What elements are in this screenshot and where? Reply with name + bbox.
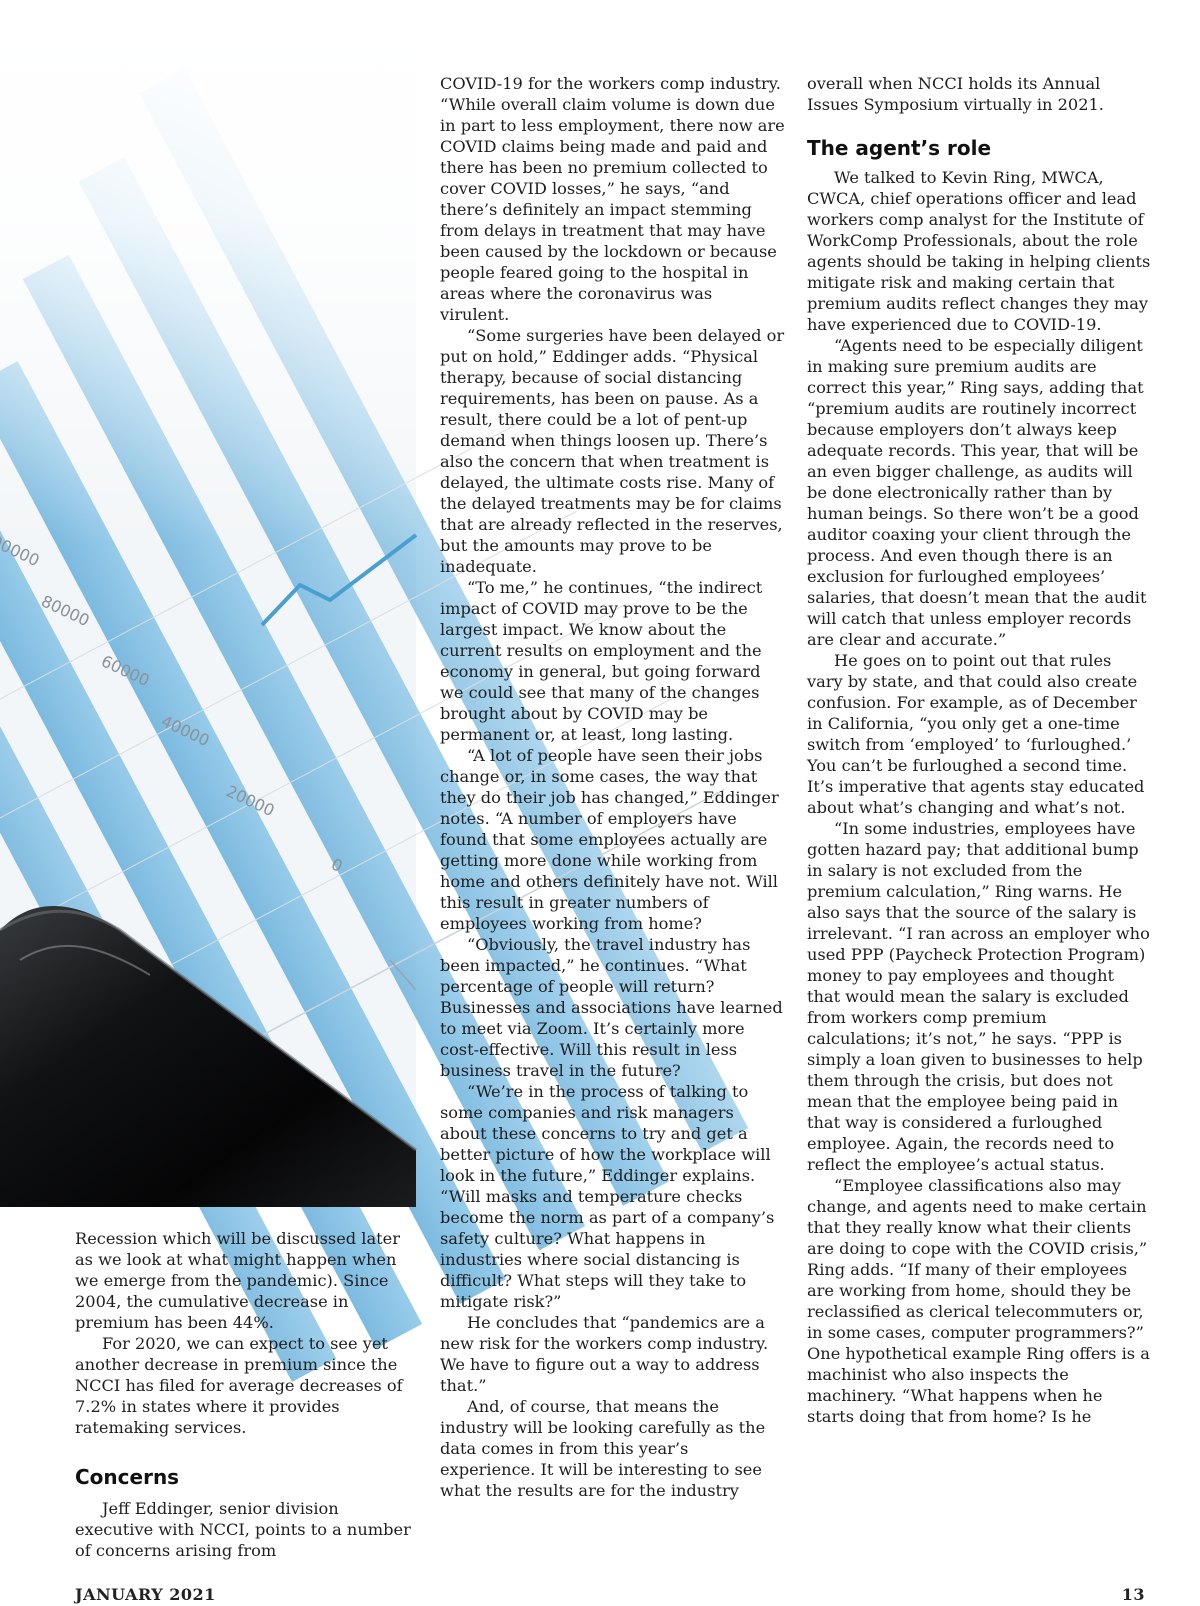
paragraph: “In some industries, employees have gotten hazard pay; that additional bump in salary is not excluded from the premium calculation,” Ring warns. He also says that the source of the salary is irrelevant. “I ran across an employer who used PPP (Paycheck Protection Program) money to pay employees and thought that would mean the salary is excluded from workers comp premium calculations; it’s not,” he says. “PPP is simply a loan given to businesses to help them through the crisis, but does not mean that the employee being paid in that way is considered a furloughed employee. Again, the records need to reflect the employee’s actual status. [807, 819, 1150, 1174]
paragraph: “Some surgeries have been delayed or put on hold,” Eddinger adds. “Physical therapy, because of social distancing requirements, has been on pause. As a result, there could be a lot of pent-up demand when things loosen up. There’s also the concern that when treatment is delayed, the ultimate costs rise. Many of the delayed treatments may be for claims that are already reflected in the reserves, but the amounts may prove to be inadequate. [440, 326, 785, 576]
paragraph: “We’re in the process of talking to some companies and risk managers about these concerns to try and get a better picture of how the workplace will look in the future,” Eddinger explains. “Will masks and temperature checks become the norm as part of a company’s safety culture? What happens in industries where social distancing is difficult? What steps will they take to mitigate risk?” [440, 1082, 775, 1311]
paragraph: We talked to Kevin Ring, MWCA, CWCA, chief operations officer and lead workers comp analyst for the Institute of WorkComp Professionals, about the role agents should be taking in helping clients mitigate risk and making certain that premium audits reflect changes they may have experienced due to COVID-19. [807, 168, 1151, 334]
paragraph: And, of course, that means the industry will be looking carefully as the data comes in from this year’s experience. It will be interesting to see what the results are for the industry [440, 1397, 766, 1500]
section-heading-agents-role: The agent’s role [807, 136, 992, 160]
paragraph: “A lot of people have seen their jobs change or, in some cases, the way that they do their job has changed,” Eddinger notes. “A number of employers have found that some employees actually are getting more done while working from home and others definitely have not. Will this result in greater numbers of employees working from home? [440, 746, 779, 933]
paragraph: He goes on to point out that rules vary by state, and that could also create confusion. For example, as of December in California, “you only get a one-time switch from ‘employed’ to ‘furloughed.’ You can’t be furloughed a second time. It’s imperative that agents stay educated about what’s changing and what’s not. [807, 651, 1145, 817]
issue-date: JANUARY 2021 [75, 1585, 216, 1604]
section-heading-concerns: Concerns [75, 1465, 180, 1489]
paragraph: For 2020, we can expect to see yet another decrease in premium since the NCCI has filed for average decreases of 7.2% in states where it provides ratemaking services. [75, 1334, 403, 1437]
paragraph: “Agents need to be especially diligent in making sure premium audits are correct this year,” Ring says, adding that “premium audits are routinely incorrect because employers don’t always keep adequate records. This year, that will be an even bigger challenge, as audits will be done electronically rather than by human beings. So there won’t be a good auditor coaxing your client through the process. And even though there is an exclusion for furloughed employees’ salaries, that doesn’t mean that the audit will catch that unless employer records are clear and accurate.” [807, 336, 1147, 649]
paragraph: “To me,” he continues, “the indirect impact of COVID may prove to be the largest impact. We know about the current results on employment and the economy in general, but going forward we could see that many of the changes brought about by COVID may be permanent or, at least, long lasting. [440, 578, 763, 744]
paragraph: Recession which will be discussed later as we look at what might happen when we emerge from the pandemic). Since 2004, the cumulative decrease in premium has been 44%. [75, 1229, 400, 1332]
paragraph: He concludes that “pandemics are a new risk for the workers comp industry. We have to figure out a way to address that.” [440, 1313, 769, 1395]
paragraph: overall when NCCI holds its Annual Issues Symposium virtually in 2021. [807, 74, 1104, 114]
paragraph: “Obviously, the travel industry has been impacted,” he continues. “What percentage of people will return? Businesses and associations have learned to meet via Zoom. It’s certainly more cost-effective. Will this result in less business travel in the future? [440, 935, 783, 1080]
paragraph: “Employee classifications also may change, and agents need to make certain that they really know what their clients are doing to cope with the COVID crisis,” Ring adds. “If many of their employees are working from home, should they be reclassified as clerical telecommuters or, in some cases, computer programmers?” One hypothetical example Ring offers is a machinist who also inspects the machinery. “What happens when he starts doing that from home? Is he [807, 1176, 1150, 1426]
paragraph: Jeff Eddinger, senior division executive with NCCI, points to a number of concerns arising from [75, 1499, 411, 1560]
article-column-3 [807, 73, 1152, 1427]
article-column-2 [440, 73, 785, 1501]
article-column-1 [75, 1228, 415, 1561]
chart-photo-illustration [0, 0, 416, 1207]
chart-photo [0, 0, 416, 1207]
page-number: 13 [1121, 1585, 1145, 1604]
paragraph: COVID-19 for the workers comp industry. “While overall claim volume is down due in part to less employment, there now are COVID claims being made and paid and there has been no premium collected to cover COVID losses,” he says, “and there’s definitely an impact stemming from delays in treatment that may have been caused by the lockdown or because people feared going to the hospital in areas where the coronavirus was virulent. [440, 74, 785, 324]
